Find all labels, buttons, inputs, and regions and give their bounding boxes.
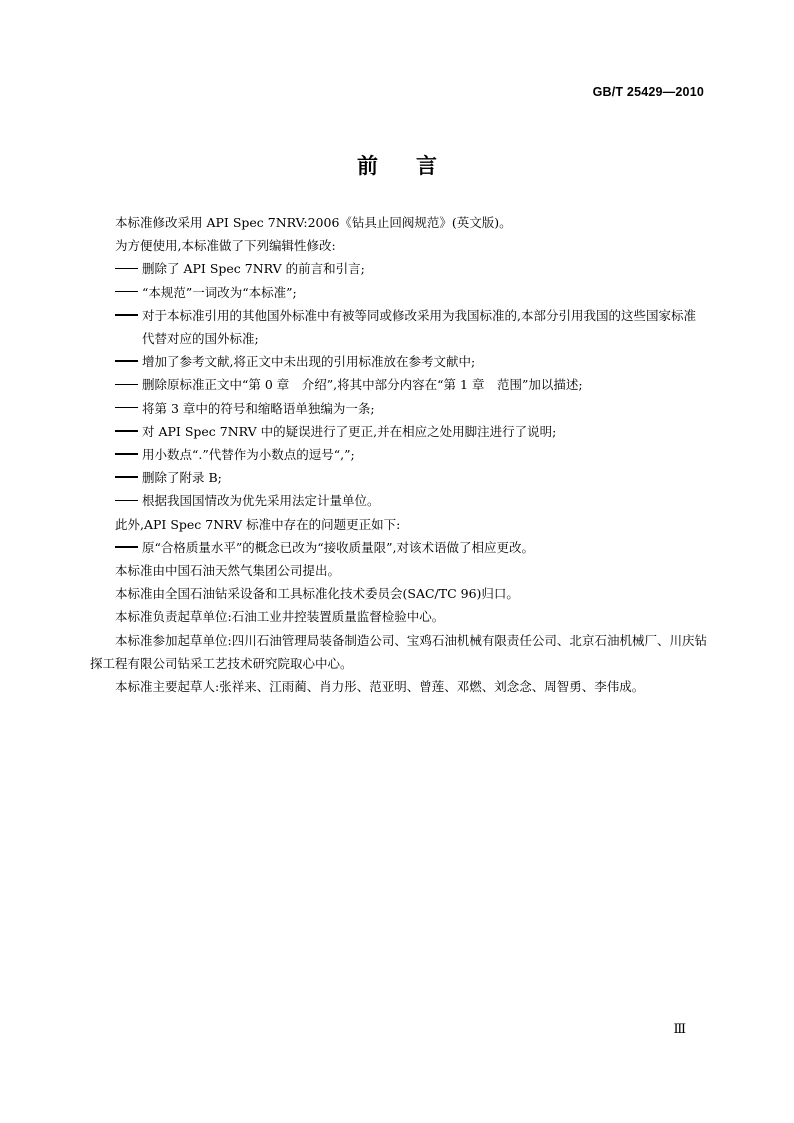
edit-item: 对于本标准引用的其他国外标准中有被等同或修改采用为我国标准的,本部分引用我国的这些国家标准代替对应的国外标准;: [90, 304, 707, 350]
title-char-2: 言: [416, 154, 437, 178]
paragraph-participating-units: 本标准参加起草单位:四川石油管理局装备制造公司、宝鸡石油机械有限责任公司、北京石油机械厂、川庆钻探工程有限公司钻采工艺技术研究院取心中心。: [90, 632, 707, 671]
paragraph-committee: 本标准由全国石油钻采设备和工具标准化技术委员会(SAC/TC 96)归口。: [115, 586, 519, 602]
paragraph-proposer: 本标准由中国石油天然气集团公司提出。: [115, 563, 341, 579]
dash-mark: [115, 489, 142, 512]
paragraph-edits-intro: 为方便使用,本标准做了下列编辑性修改:: [115, 238, 336, 254]
foreword-body: [90, 211, 707, 698]
edit-item: “本规范”一词改为“本标准”;: [90, 281, 707, 304]
dash-mark: [115, 536, 142, 559]
edit-item: 增加了参考文献,将正文中未出现的引用标准放在参考文献中;: [90, 350, 707, 373]
dash-mark: [115, 257, 142, 280]
dash-mark: [115, 304, 142, 327]
paragraph-corrections-intro: 此外,API Spec 7NRV 标准中存在的问题更正如下:: [115, 516, 401, 532]
paragraph-adoption: 本标准修改采用 API Spec 7NRV:2006《钻具止回阀规范》(英文版)。: [115, 215, 512, 230]
page-title: [0, 150, 794, 180]
dash-mark: [115, 350, 142, 373]
dash-mark: [115, 420, 142, 443]
dash-mark: [115, 443, 142, 466]
correction-item: 原“合格质量水平”的概念已改为“接收质量限”,对该术语做了相应更改。: [90, 536, 707, 559]
edit-item: 用小数点“.”代替作为小数点的逗号“,”;: [90, 443, 707, 466]
edit-item: 将第 3 章中的符号和缩略语单独编为一条;: [90, 397, 707, 420]
page-number: Ⅲ: [673, 1022, 686, 1037]
edit-item: 删除了附录 B;: [90, 466, 707, 489]
paragraph-drafting-unit: 本标准负责起草单位:石油工业井控装置质量监督检验中心。: [115, 609, 445, 625]
dash-mark: [115, 373, 142, 396]
title-char-1: 前: [357, 154, 378, 178]
paragraph-drafters: 本标准主要起草人:张祥来、江雨蔺、肖力彤、范亚明、曾莲、邓燃、刘念念、周智勇、李伟成。: [115, 679, 645, 695]
dash-mark: [115, 281, 142, 304]
edit-item: 根据我国国情改为优先采用法定计量单位。: [90, 489, 707, 512]
edit-item: 删除了 API Spec 7NRV 的前言和引言;: [90, 257, 707, 280]
dash-mark: [115, 397, 142, 420]
edit-item: 删除原标准正文中“第 0 章 介绍”,将其中部分内容在“第 1 章 范围”加以描述;: [90, 373, 707, 396]
edit-item: 对 API Spec 7NRV 中的疑误进行了更正,并在相应之处用脚注进行了说明;: [90, 420, 707, 443]
standard-code: GB/T 25429—2010: [592, 85, 704, 99]
dash-mark: [115, 466, 142, 489]
